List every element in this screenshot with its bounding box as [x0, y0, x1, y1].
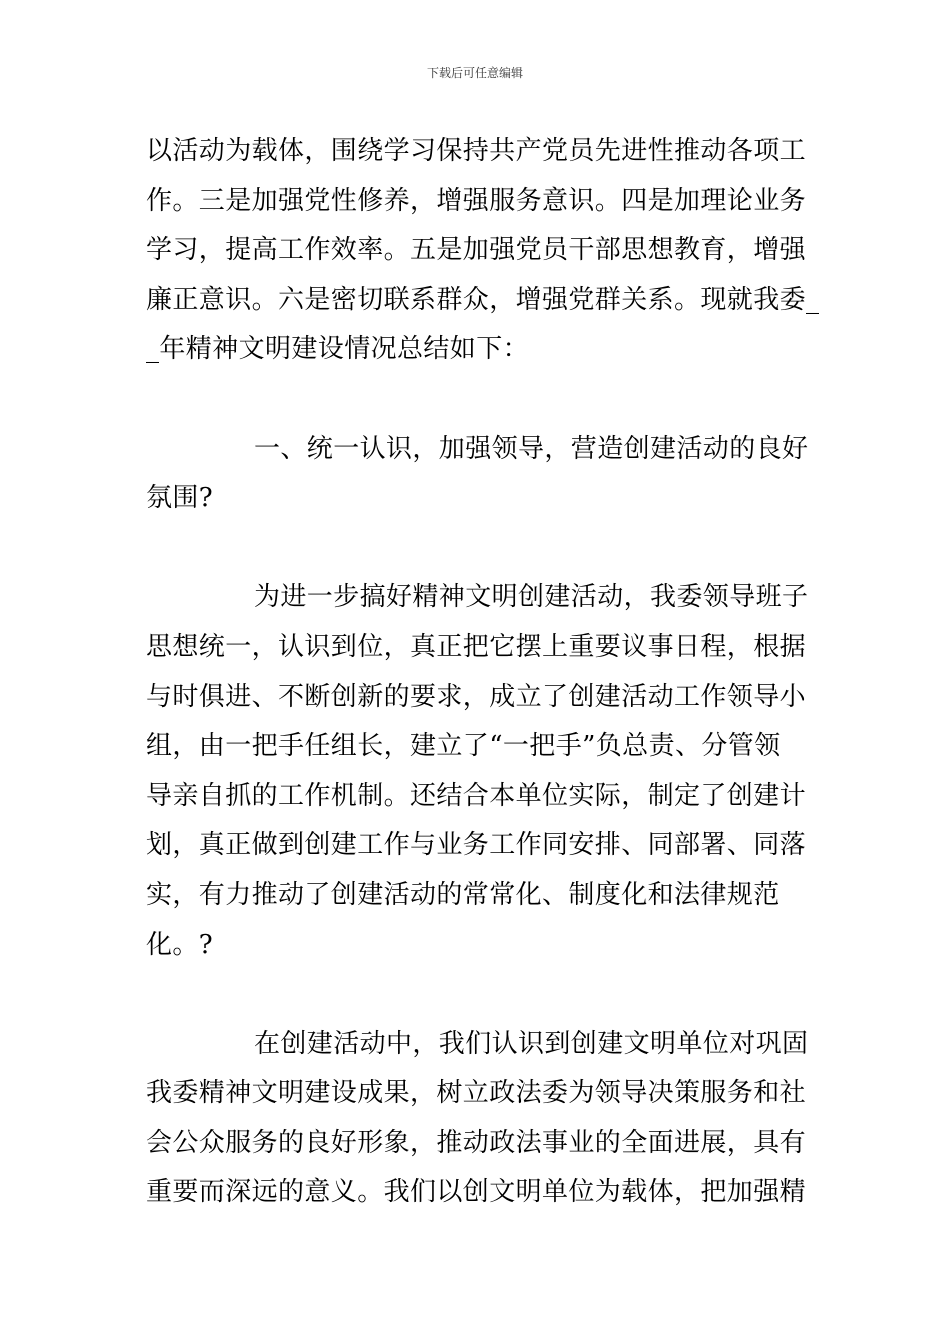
- paragraph-significance: [146, 1020, 808, 1218]
- paragraph-line: 作。三是加强党性修养，增强服务意识。四是加理论业务: [146, 185, 807, 216]
- paragraph-line: 思想统一，认识到位，真正把它摆上重要议事日程，根据: [146, 631, 807, 662]
- paragraph-line: 与时俱进、不断创新的要求，成立了创建活动工作领导小: [146, 681, 807, 712]
- paragraph-line: 会公众服务的良好形象，推动政法事业的全面进展，具有: [146, 1127, 807, 1158]
- heading-line: 氛围?: [146, 483, 214, 514]
- paragraph-line: 导亲自抓的工作机制。还结合本单位实际，制定了创建计: [146, 780, 807, 811]
- paragraph-line: 实，有力推动了创建活动的常常化、制度化和法律规范: [146, 879, 780, 910]
- paragraph-line: 以活动为载体，围绕学习保持共产党员先进性推动各项工: [146, 136, 807, 166]
- paragraph-line: 划，真正做到创建工作与业务工作同安排、同部署、同落: [146, 830, 807, 861]
- paragraph-line: 在创建活动中，我们认识到创建文明单位对巩固: [254, 1028, 809, 1059]
- paragraph-leadership: [146, 573, 808, 970]
- heading-line: 一、统一认识，加强领导，营造创建活动的良好: [254, 433, 809, 464]
- paragraph-line: 我委精神文明建设成果，树立政法委为领导决策服务和社: [146, 1078, 807, 1109]
- paragraph-gap: [146, 524, 808, 574]
- paragraph-line: 廉正意识。六是密切联系群众，增强党群关系。现就我委_: [146, 284, 820, 315]
- paragraph-line: _年精神文明建设情况总结如下：: [146, 334, 530, 365]
- paragraph-line: 组，由一把手任组长，建立了“一把手”负总责、分管领: [146, 731, 781, 762]
- paragraph-line: 为进一步搞好精神文明创建活动，我委领导班子: [254, 582, 809, 613]
- paragraph-line: 学习，提高工作效率。五是加强党员干部思想教育，增强: [146, 235, 807, 266]
- paragraph-intro: [146, 127, 820, 375]
- section-heading: [146, 425, 808, 524]
- paragraph-gap: [146, 970, 808, 1020]
- page-header: 下载后可任意编辑: [426, 66, 523, 80]
- paragraph-line: 化。?: [146, 929, 214, 960]
- document-body: [146, 127, 820, 1218]
- paragraph-line: 重要而深远的意义。我们以创文明单位为载体，把加强精: [146, 1177, 807, 1208]
- paragraph-gap: [146, 375, 808, 425]
